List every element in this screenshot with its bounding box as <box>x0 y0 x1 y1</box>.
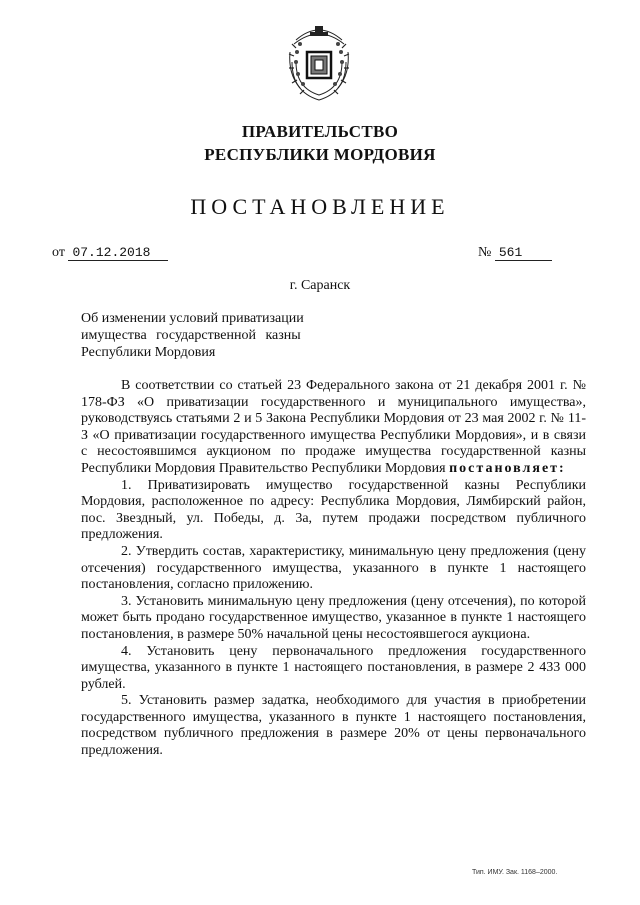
item-paragraph: 3. Установить минимальную цену предложения (цену отсечения), по которой может быть продано государственное имущество, указанное в пункте 1 настоящего постановления, в размере 50% начальной цены несостоявшегося аукциона. <box>81 593 586 642</box>
number-prefix: № <box>478 245 492 260</box>
government-name-line1: ПРАВИТЕЛЬСТВО <box>241 122 399 141</box>
subject-line: Республики Мордовия <box>81 345 216 360</box>
item-paragraph: 5. Установить размер задатка, необходимого для участия в приобретении государственного имущества, указанного в пункте 1 настоящего постановления, посредством публичного предложения в размере 20% от цены первоначального предложения. <box>81 693 586 759</box>
decree-number-row <box>478 245 552 261</box>
city-name: г. Саранск <box>289 278 351 293</box>
decree-date-row <box>52 245 168 261</box>
date-prefix: от <box>52 245 65 260</box>
document-type-title: ПОСТАНОВЛЕНИЕ <box>190 194 450 219</box>
subject-line: Об изменении условий приватизации <box>81 311 304 326</box>
decree-subject <box>81 310 381 361</box>
item-paragraph: 2. Утвердить состав, характеристику, минимальную цену предложения (цену отсечения) государственного имущества, указанного в пункте 1 настоящего постановления, согласно приложению. <box>81 543 586 593</box>
government-name-line2: РЕСПУБЛИКИ МОРДОВИЯ <box>204 145 436 164</box>
subject-line: имущества государственной казны <box>81 328 301 343</box>
coat-of-arms-emblem <box>286 22 352 102</box>
decree-date: 07.12.2018 <box>68 245 168 261</box>
print-footnote: Тип. ИМУ. Зак. 1168–2000. <box>472 869 558 876</box>
preamble-text: В соответствии со статьей 23 Федерального закона от 21 декабря 2001 г. № 178-ФЗ «О приватизации государственного и муниципального имущества», руководствуясь статьями 2 и 5 Закона Республики Мордовия от 23 мая 2002 г. № 11-З «О приватизации государственного имущества Республики Мордовия», и в связи с несостоявшимся аукционом по продаже имущества государственной казны Республики Мордовия Правительство Республики Мордовия <box>81 378 586 476</box>
decree-number: 561 <box>495 245 552 261</box>
resolves-keyword: постановляет: <box>449 460 566 476</box>
decree-body <box>81 378 586 760</box>
item-paragraph: 4. Установить цену первоначального предложения государственного имущества, указанного в пункте 1 настоящего постановления, в размере 2 433 000 рублей. <box>81 643 586 692</box>
preamble-paragraph <box>81 378 586 478</box>
item-paragraph: 1. Приватизировать имущество государственной казны Республики Мордовия, расположенное по адресу: Республика Мордовия, Лямбирский район, пос. Звездный, ул. Победы, д. 3а, путем продажи посредством публичного предложения. <box>81 477 586 543</box>
